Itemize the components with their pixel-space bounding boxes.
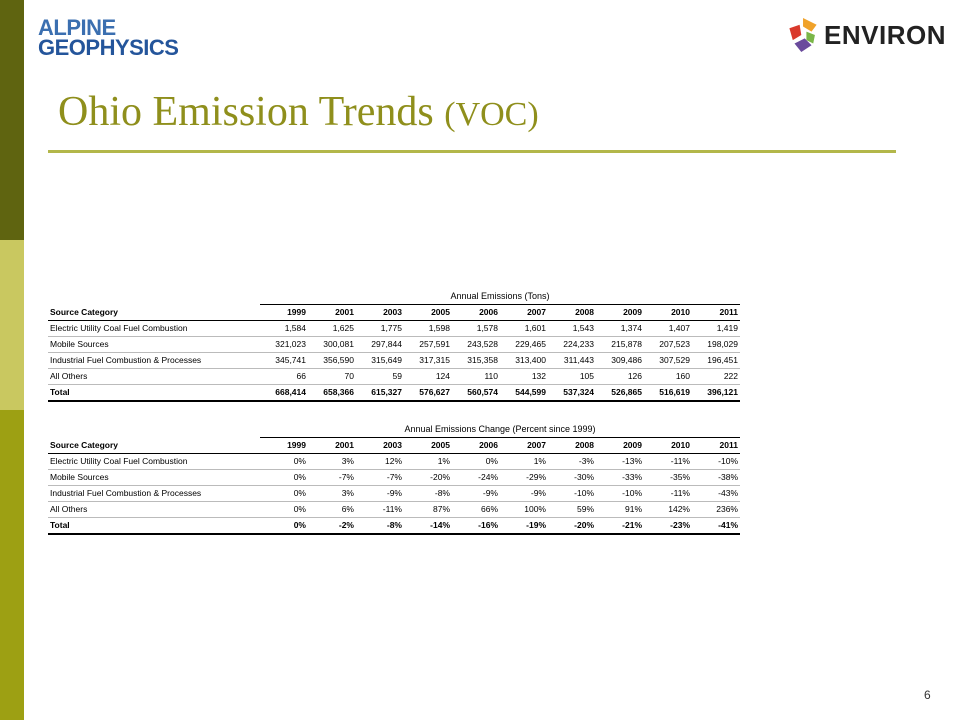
row-category: Industrial Fuel Combustion & Processes: [48, 486, 260, 502]
table-cell: 100%: [500, 502, 548, 518]
total-row: [48, 385, 740, 402]
table-cell: -43%: [692, 486, 740, 502]
table-row: [48, 502, 740, 518]
row-category: Industrial Fuel Combustion & Processes: [48, 353, 260, 369]
total-label: Total: [48, 518, 260, 535]
row-category: All Others: [48, 502, 260, 518]
table-cell: 313,400: [500, 353, 548, 369]
total-cell: 576,627: [404, 385, 452, 402]
table-cell: -38%: [692, 470, 740, 486]
table-cell: 59: [356, 369, 404, 385]
table-cell: 91%: [596, 502, 644, 518]
emissions-year-header: 1999: [260, 305, 308, 321]
table-row: [48, 486, 740, 502]
table-cell: -13%: [596, 454, 644, 470]
table-cell: -7%: [308, 470, 356, 486]
page-number: 6: [924, 688, 931, 702]
total-cell: 560,574: [452, 385, 500, 402]
total-cell: 526,865: [596, 385, 644, 402]
table-row: [48, 454, 740, 470]
table-cell: -33%: [596, 470, 644, 486]
alpine-geophysics-logo: [38, 15, 208, 64]
table-cell: 1%: [404, 454, 452, 470]
table-cell: 315,649: [356, 353, 404, 369]
change-year-header: 1999: [260, 438, 308, 454]
change-year-header: 2011: [692, 438, 740, 454]
page-title-main: Ohio Emission Trends: [58, 89, 434, 135]
table-cell: 300,081: [308, 337, 356, 353]
table-cell: 0%: [452, 454, 500, 470]
table-cell: 1,543: [548, 321, 596, 337]
table-row: [48, 369, 740, 385]
emissions-category-header: Source Category: [48, 305, 260, 321]
table-cell: 66%: [452, 502, 500, 518]
table-cell: -8%: [404, 486, 452, 502]
table-cell: 3%: [308, 486, 356, 502]
change-year-header: 2006: [452, 438, 500, 454]
table-row: [48, 470, 740, 486]
side-bar-dark: [0, 0, 24, 240]
table-row: [48, 337, 740, 353]
table-cell: 70: [308, 369, 356, 385]
change-year-header: 2007: [500, 438, 548, 454]
table-cell: -10%: [692, 454, 740, 470]
change-header-row: [48, 438, 740, 454]
total-label: Total: [48, 385, 260, 402]
emissions-year-header: 2006: [452, 305, 500, 321]
emissions-table: [48, 289, 740, 402]
change-category-header: Source Category: [48, 438, 260, 454]
table-cell: -35%: [644, 470, 692, 486]
table-cell: -11%: [644, 486, 692, 502]
total-cell: -23%: [644, 518, 692, 535]
total-cell: -21%: [596, 518, 644, 535]
table-cell: 207,523: [644, 337, 692, 353]
table-cell: -30%: [548, 470, 596, 486]
table-cell: 0%: [260, 470, 308, 486]
emissions-year-header: 2008: [548, 305, 596, 321]
table-cell: 66: [260, 369, 308, 385]
change-table: [48, 422, 740, 535]
total-cell: 0%: [260, 518, 308, 535]
table-cell: 126: [596, 369, 644, 385]
table-cell: 1%: [500, 454, 548, 470]
row-category: Mobile Sources: [48, 470, 260, 486]
table-row: [48, 321, 740, 337]
table-cell: 3%: [308, 454, 356, 470]
table-cell: -9%: [500, 486, 548, 502]
total-cell: 516,619: [644, 385, 692, 402]
table-cell: 309,486: [596, 353, 644, 369]
total-cell: -20%: [548, 518, 596, 535]
row-category: Electric Utility Coal Fuel Combustion: [48, 454, 260, 470]
table-cell: 215,878: [596, 337, 644, 353]
table-cell: 105: [548, 369, 596, 385]
total-cell: 544,599: [500, 385, 548, 402]
total-cell: -14%: [404, 518, 452, 535]
table-cell: 243,528: [452, 337, 500, 353]
table-cell: 1,419: [692, 321, 740, 337]
change-table-caption: Annual Emissions Change (Percent since 1999): [404, 424, 596, 434]
table-cell: 0%: [260, 486, 308, 502]
table-cell: 257,591: [404, 337, 452, 353]
total-cell: -8%: [356, 518, 404, 535]
change-year-header: 2010: [644, 438, 692, 454]
table-cell: 1,775: [356, 321, 404, 337]
emissions-year-header: 2001: [308, 305, 356, 321]
table-cell: 1,584: [260, 321, 308, 337]
table-cell: 1,407: [644, 321, 692, 337]
environ-logo-text: ENVIRON: [824, 19, 946, 50]
table-cell: 315,358: [452, 353, 500, 369]
table-cell: 345,741: [260, 353, 308, 369]
table-cell: 6%: [308, 502, 356, 518]
emissions-table-caption: Annual Emissions (Tons): [450, 291, 550, 301]
table-cell: 224,233: [548, 337, 596, 353]
side-bar-mid: [0, 410, 24, 720]
table-cell: 196,451: [692, 353, 740, 369]
page-title-sub: (VOC): [444, 96, 539, 133]
table-cell: 198,029: [692, 337, 740, 353]
table-cell: 124: [404, 369, 452, 385]
table-cell: 12%: [356, 454, 404, 470]
total-cell: -2%: [308, 518, 356, 535]
total-cell: -41%: [692, 518, 740, 535]
emissions-year-header: 2011: [692, 305, 740, 321]
table-cell: -11%: [644, 454, 692, 470]
alpine-logo-line1: ALPINE: [38, 15, 116, 40]
table-cell: 1,578: [452, 321, 500, 337]
table-cell: 1,598: [404, 321, 452, 337]
row-category: All Others: [48, 369, 260, 385]
table-cell: 311,443: [548, 353, 596, 369]
table-cell: -11%: [356, 502, 404, 518]
change-year-header: 2005: [404, 438, 452, 454]
table-cell: 160: [644, 369, 692, 385]
change-year-header: 2008: [548, 438, 596, 454]
emissions-year-header: 2003: [356, 305, 404, 321]
table-cell: 59%: [548, 502, 596, 518]
table-cell: 1,625: [308, 321, 356, 337]
row-category: Electric Utility Coal Fuel Combustion: [48, 321, 260, 337]
table-cell: 1,374: [596, 321, 644, 337]
table-cell: 317,315: [404, 353, 452, 369]
alpine-logo-line2: GEOPHYSICS: [38, 35, 179, 60]
row-category: Mobile Sources: [48, 337, 260, 353]
total-cell: 658,366: [308, 385, 356, 402]
total-cell: -19%: [500, 518, 548, 535]
title-divider: [48, 150, 896, 153]
table-cell: -9%: [356, 486, 404, 502]
page-title: [58, 88, 539, 136]
table-cell: 229,465: [500, 337, 548, 353]
table-cell: 321,023: [260, 337, 308, 353]
table-cell: 0%: [260, 502, 308, 518]
table-cell: -7%: [356, 470, 404, 486]
total-cell: 537,324: [548, 385, 596, 402]
table-cell: 222: [692, 369, 740, 385]
table-cell: -20%: [404, 470, 452, 486]
total-cell: 615,327: [356, 385, 404, 402]
table-cell: 0%: [260, 454, 308, 470]
total-row: [48, 518, 740, 535]
emissions-year-header: 2005: [404, 305, 452, 321]
side-bar-light: [0, 240, 24, 410]
total-cell: 396,121: [692, 385, 740, 402]
table-cell: 142%: [644, 502, 692, 518]
table-cell: 110: [452, 369, 500, 385]
change-year-header: 2001: [308, 438, 356, 454]
emissions-year-header: 2010: [644, 305, 692, 321]
table-cell: -9%: [452, 486, 500, 502]
environ-logo: [786, 10, 946, 60]
table-cell: 236%: [692, 502, 740, 518]
table-cell: -10%: [548, 486, 596, 502]
total-cell: -16%: [452, 518, 500, 535]
table-cell: 87%: [404, 502, 452, 518]
change-year-header: 2003: [356, 438, 404, 454]
emissions-header-row: [48, 305, 740, 321]
change-year-header: 2009: [596, 438, 644, 454]
table-cell: -10%: [596, 486, 644, 502]
emissions-year-header: 2009: [596, 305, 644, 321]
table-cell: -24%: [452, 470, 500, 486]
table-row: [48, 353, 740, 369]
table-cell: 1,601: [500, 321, 548, 337]
table-cell: 307,529: [644, 353, 692, 369]
table-cell: 297,844: [356, 337, 404, 353]
table-cell: 132: [500, 369, 548, 385]
table-cell: -29%: [500, 470, 548, 486]
total-cell: 668,414: [260, 385, 308, 402]
environ-mark-icon: [786, 13, 820, 57]
table-cell: 356,590: [308, 353, 356, 369]
table-cell: -3%: [548, 454, 596, 470]
emissions-year-header: 2007: [500, 305, 548, 321]
